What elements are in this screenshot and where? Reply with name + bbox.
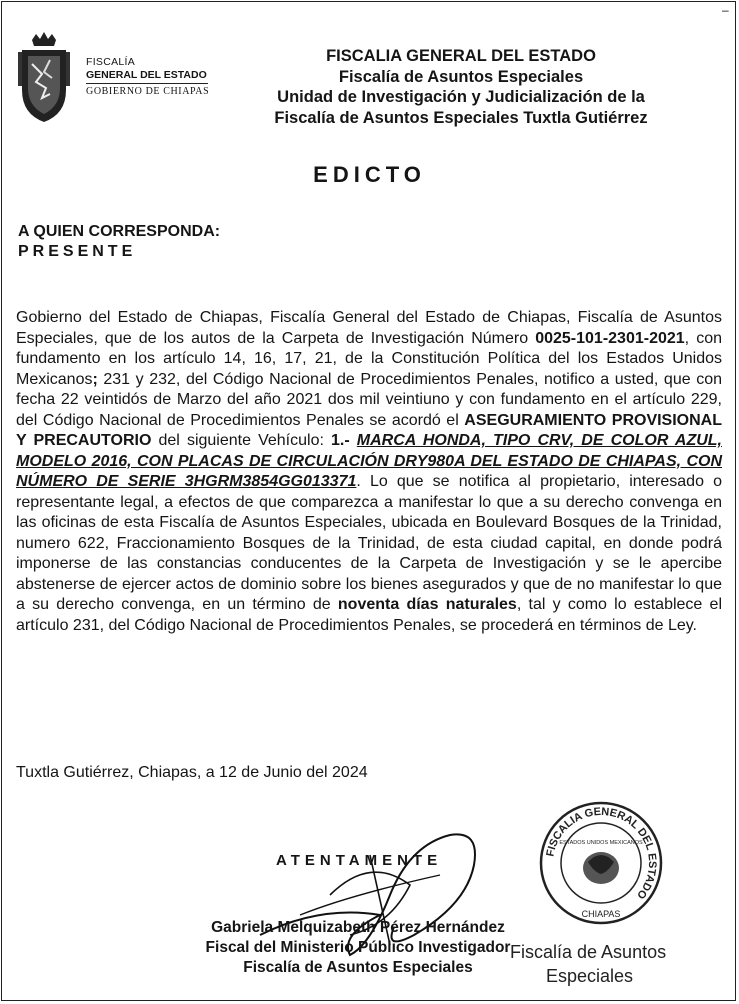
signer-name: Gabriela Melquizabeth Pérez Hernández (211, 919, 505, 936)
body-text-6: , tal y como lo establece el artículo 231, del Código Nacional de Procedimientos Penales, se procederá en términos de Ley. (16, 596, 722, 634)
logo-text (86, 56, 226, 100)
logo-line-2: GENERAL DEL ESTADO (86, 69, 208, 84)
header-line-3: Unidad de Investigación y Judicialización de la (277, 88, 645, 106)
seal-inner-text: ESTADOS UNIDOS MEXICANOS (559, 840, 643, 846)
date-line: Tuxtla Gutiérrez, Chiapas, a 12 de Junio del 2024 (16, 764, 368, 781)
closing: ATENTAMENTE (276, 852, 443, 869)
corner-mark: – (722, 3, 729, 17)
logo-line-1: FISCALÍA (86, 56, 136, 68)
vehicle-description: MARCA HONDA, TIPO CRV, DE COLOR AZUL, MODELO 2016, CON PLACAS DE CIRCULACIÓN DRY980A DEL ESTADO DE CHIAPAS, CON NÚMERO DE SERIE 3HGRM3854GG013371 (16, 432, 722, 490)
header-line-2: Fiscalía de Asuntos Especiales (338, 67, 584, 86)
body-paragraph (16, 308, 722, 636)
addressee (18, 222, 220, 262)
header-line-1: FISCALIA GENERAL DEL ESTADO (326, 47, 596, 65)
body-text-5: . Lo que se notifica al propietario, interesado o representante legal, a efectos de que comparezca a manifestar lo que a su derecho convenga en las oficinas de esta Fiscalía de Asuntos Especiales, ubicada en Boulevard Bosques de la Trinidad, numero 622, Fraccionamiento Bosques de la Trinidad, de esta ciudad capital, en donde podrá imponerse de las constancias conducentes de la Carpeta de Investigación y se le apercibe abstenerse de ejercer actos de dominio sobre los bienes asegurados y que de no manifestar lo que a su derecho convenga, en un término de (16, 473, 722, 613)
logo-line-3: GOBIERNO DE CHIAPAS (86, 86, 210, 97)
stamp-overlay-line-2: Especiales (546, 966, 634, 986)
body-text-4: del siguiente Vehículo: (151, 432, 332, 449)
official-seal-icon (538, 800, 664, 926)
addressee-line-1: A QUIEN CORRESPONDA: (18, 223, 221, 240)
body-semicolon: ; (92, 370, 98, 388)
chiapas-coat-of-arms-icon (14, 30, 74, 126)
signature-block (178, 918, 538, 978)
term-text: noventa días naturales (337, 596, 517, 613)
body-text-1: Gobierno del Estado de Chiapas, Fiscalía General del Estado de Chiapas, Fiscalía de Asuntos Especiales, que de los autos de la Carpeta de Investigación Número (16, 309, 722, 347)
measure-text: ASEGURAMIENTO PROVISIONAL Y PRECAUTORIO (16, 411, 723, 449)
header-line-4: Fiscalía de Asuntos Especiales Tuxtla Gutiérrez (274, 108, 648, 127)
letterhead (236, 46, 686, 128)
case-number: 0025-101-2301-2021 (535, 329, 685, 347)
seal-ring-text: FISCALIA GENERAL DEL ESTADO (544, 805, 659, 902)
document-title: EDICTO (313, 162, 426, 187)
seal-bottom-text: CHIAPAS (581, 909, 621, 919)
stamp-overlay-text (510, 940, 666, 988)
body-text-3: 231 y 232, del Código Nacional de Procedimientos Penales, notifico a usted, que con fecha 22 veintidós de Marzo del año 2021 dos mil veintiuno y con fundamento en el artículo 229, del Código Nacional de Procedimientos Penales se acordó el (16, 370, 722, 429)
signer-role: Fiscal del Ministerio Público Investigador (205, 939, 511, 956)
stamp-overlay-line-1: Fiscalía de Asuntos (510, 942, 667, 962)
addressee-line-2: PRESENTE (18, 243, 137, 260)
body-text-2: , con fundamento en los artículo 14, 16, 17, 21, de la Constitución Política del los Estados Unidos Mexicanos (16, 329, 723, 388)
signer-office: Fiscalía de Asuntos Especiales (243, 959, 473, 976)
item-number: 1.- (331, 432, 350, 449)
